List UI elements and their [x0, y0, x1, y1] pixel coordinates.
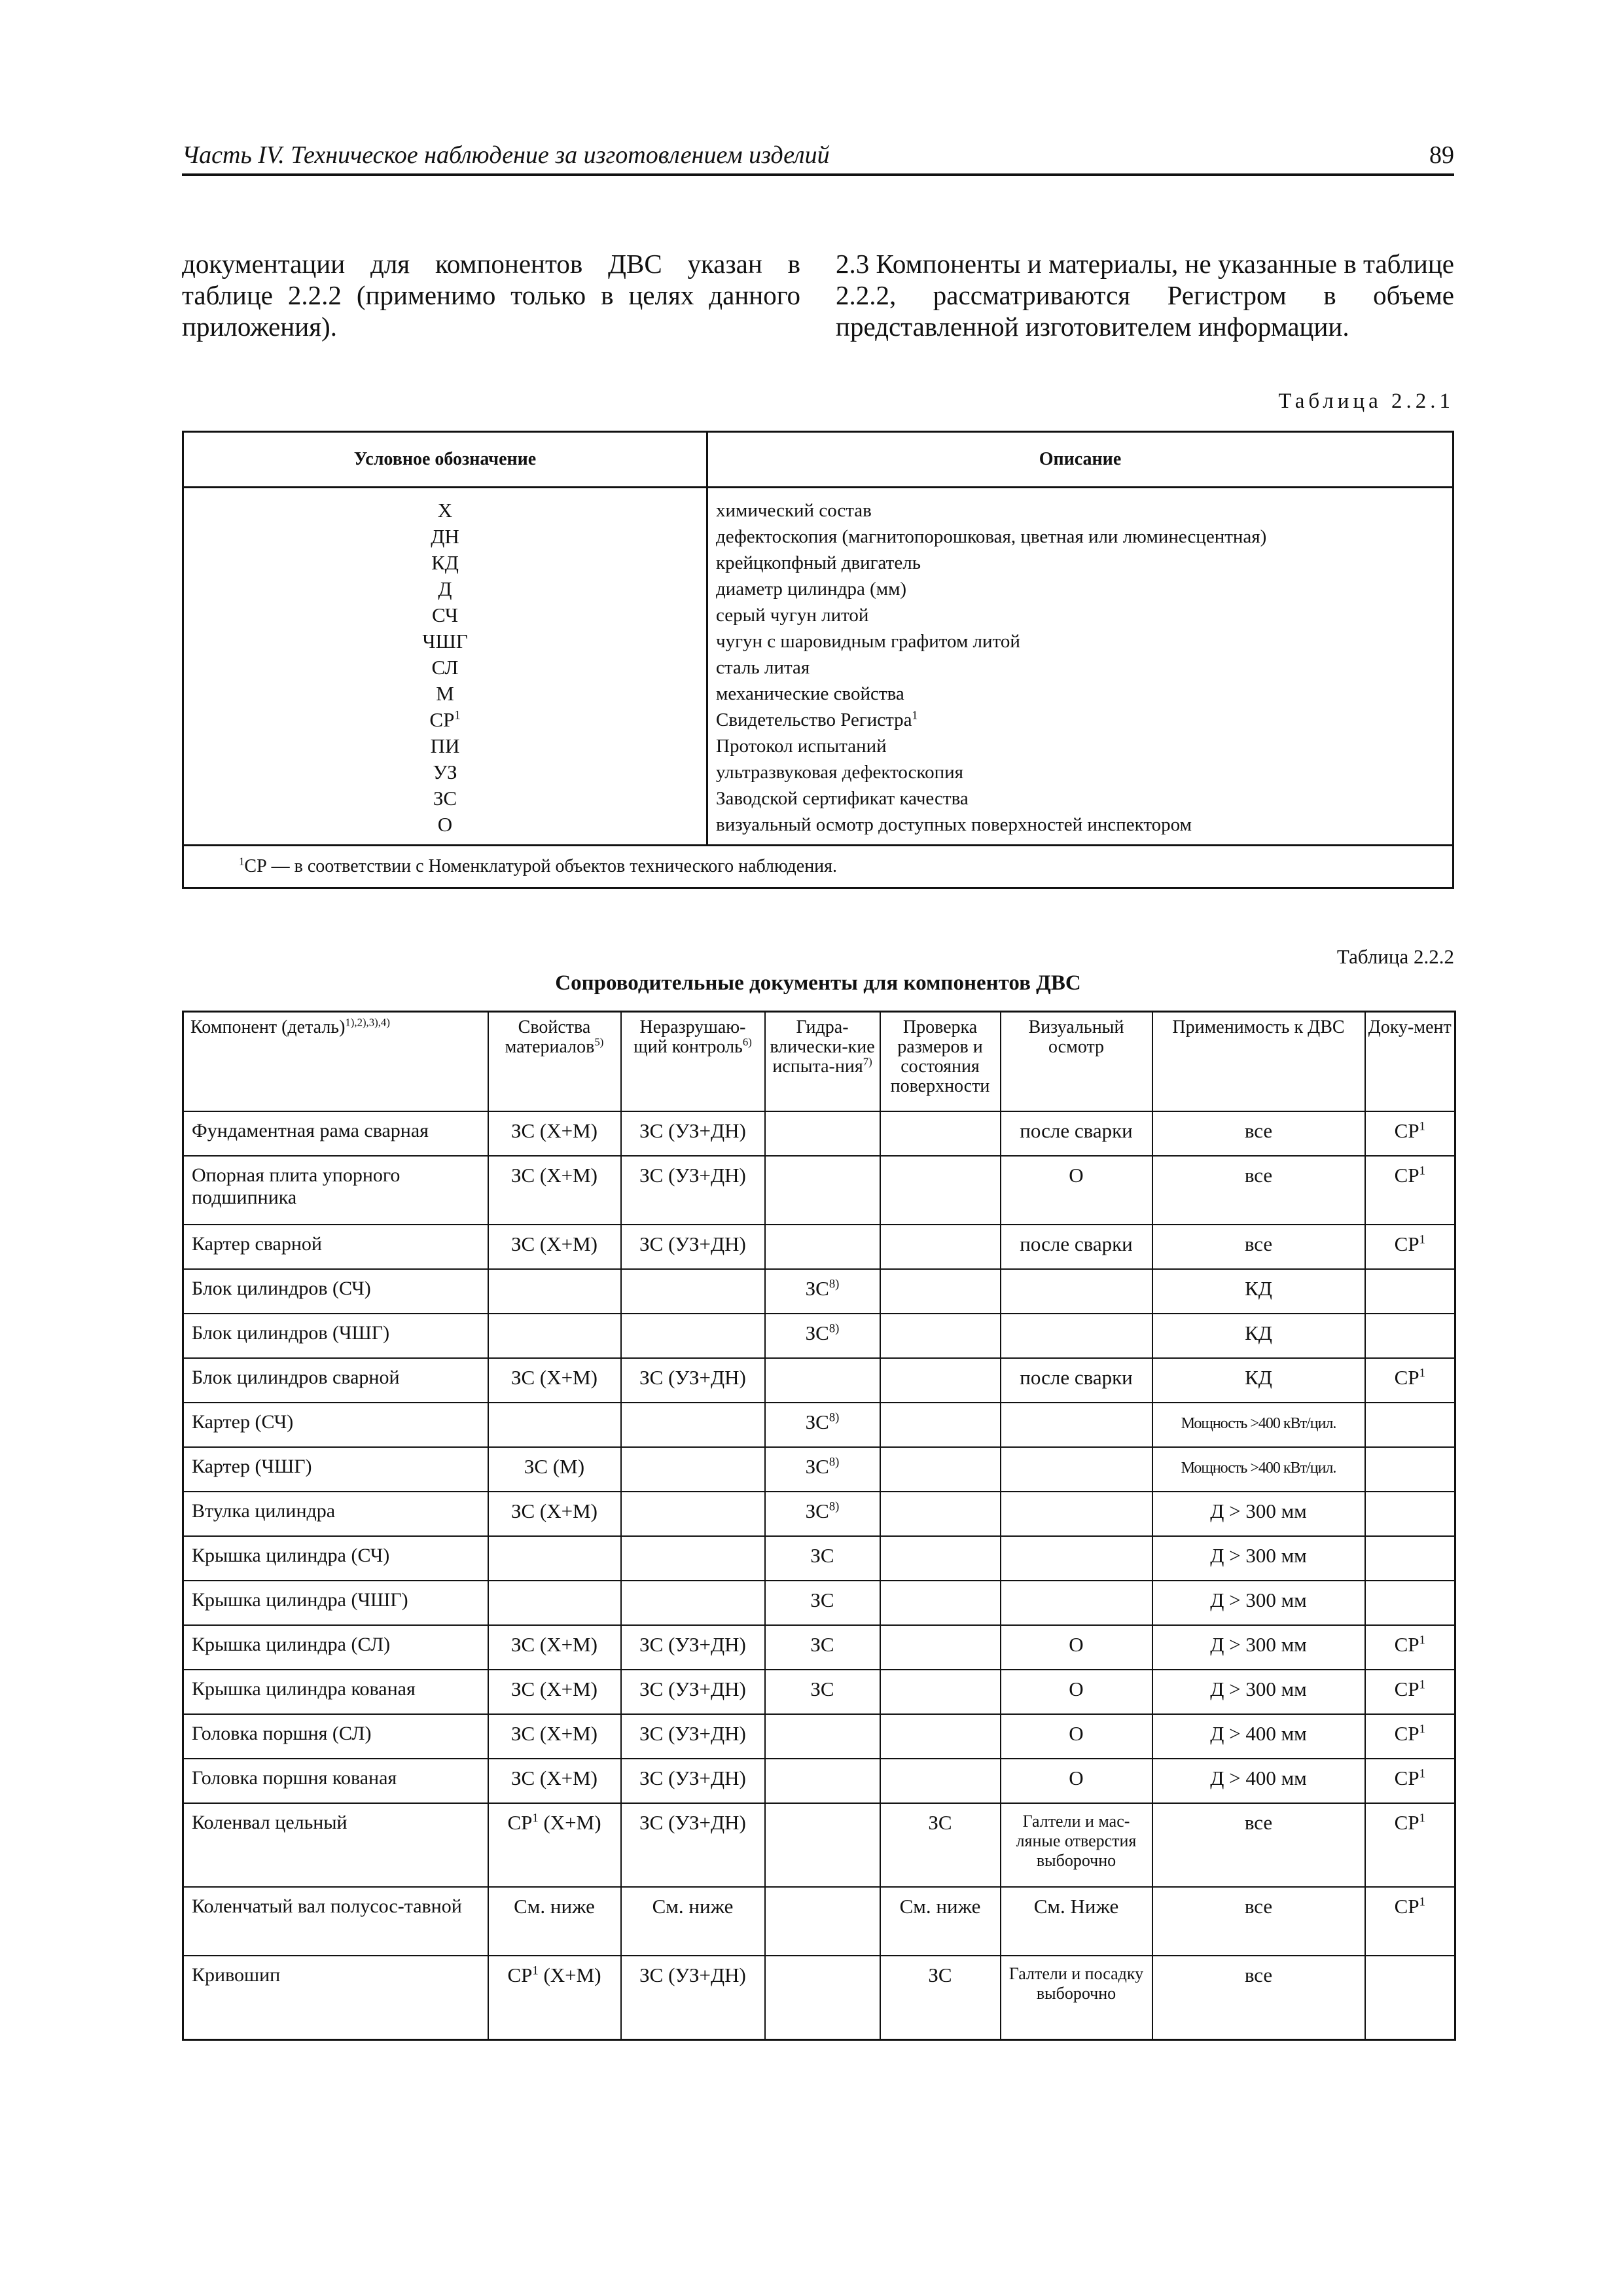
cell-visual: после сварки — [1001, 1358, 1152, 1403]
cell-ndt: См. ниже — [621, 1887, 765, 1956]
cell-hydro: ЗС — [765, 1625, 880, 1670]
cell-properties — [488, 1403, 621, 1447]
legend-description: механические свойства — [716, 683, 904, 704]
cell-dims — [880, 1492, 1001, 1536]
cell-ndt: ЗС (УЗ+ДН) — [621, 1358, 765, 1403]
cell-component: Картер (ЧШГ) — [183, 1447, 488, 1492]
cell-document: $СР^1$ — [1365, 1759, 1455, 1803]
intro-columns — [182, 248, 1454, 342]
cell-properties: ЗС (М) — [488, 1447, 621, 1492]
table-row — [183, 1581, 1455, 1625]
cell-hydro: ЗС — [765, 1536, 880, 1581]
cell-properties: ЗС (Х+М) — [488, 1156, 621, 1225]
cell-visual: О — [1001, 1156, 1152, 1225]
table-row — [183, 1269, 1455, 1314]
cell-document: $СР^1$ — [1365, 1670, 1455, 1714]
cell-hydro — [765, 1111, 880, 1156]
cell-dims — [880, 1581, 1001, 1625]
cell-applicability: КД — [1152, 1269, 1365, 1314]
legend-description: Протокол испытаний — [716, 736, 887, 757]
cell-visual — [1001, 1269, 1152, 1314]
cell-component: Головка поршня (СЛ) — [183, 1714, 488, 1759]
legend-table — [182, 431, 1454, 889]
cell-component: Крышка цилиндра (СЧ) — [183, 1536, 488, 1581]
cell-dims — [880, 1536, 1001, 1581]
legend-code: СЛ — [431, 656, 459, 679]
cell-document — [1365, 1492, 1455, 1536]
cell-hydro — [765, 1803, 880, 1887]
table-row — [183, 1759, 1455, 1803]
cell-visual: после сварки — [1001, 1225, 1152, 1269]
legend-code: ДН — [431, 525, 459, 548]
legend-code: $СР^1$ — [429, 708, 461, 731]
cell-document: $СР^1$ — [1365, 1887, 1455, 1956]
cell-visual: Галтели и мас-ляные отверстия выборочно — [1001, 1803, 1152, 1887]
cell-hydro — [765, 1759, 880, 1803]
cell-document — [1365, 1536, 1455, 1581]
cell-applicability: КД — [1152, 1314, 1365, 1358]
cell-component: Крышка цилиндра (СЛ) — [183, 1625, 488, 1670]
cell-visual — [1001, 1314, 1152, 1358]
cell-dims: ЗС — [880, 1956, 1001, 2039]
table-row — [183, 1447, 1455, 1492]
legend-description: крейцкопфный двигатель — [716, 552, 921, 573]
cell-dims — [880, 1225, 1001, 1269]
table-row — [183, 1956, 1455, 2039]
document-page — [182, 141, 1454, 2041]
cell-document: $СР^1$ — [1365, 1111, 1455, 1156]
cell-dims — [880, 1403, 1001, 1447]
legend-code: Д — [438, 577, 452, 600]
table-row — [183, 1314, 1455, 1358]
cell-applicability: Мощность >400 кВт/цил. — [1152, 1447, 1365, 1492]
legend-description: ультразвуковая дефектоскопия — [716, 762, 963, 783]
legend-description: Свидетельство Регистра$^1$ — [716, 708, 918, 730]
cell-ndt: ЗС (УЗ+ДН) — [621, 1156, 765, 1225]
table-row — [183, 1492, 1455, 1536]
cell-dims — [880, 1358, 1001, 1403]
cell-properties — [488, 1536, 621, 1581]
cell-document — [1365, 1314, 1455, 1358]
legend-descriptions-column — [707, 488, 1454, 846]
cell-properties — [488, 1581, 621, 1625]
cell-component: Блок цилиндров (ЧШГ) — [183, 1314, 488, 1358]
cell-ndt — [621, 1581, 765, 1625]
cell-properties: См. ниже — [488, 1887, 621, 1956]
cell-ndt — [621, 1403, 765, 1447]
running-header — [182, 141, 1454, 176]
cell-dims — [880, 1111, 1001, 1156]
cell-document: $СР^1$ — [1365, 1625, 1455, 1670]
cell-component: Блок цилиндров сварной — [183, 1358, 488, 1403]
table-row — [183, 1625, 1455, 1670]
cell-ndt: ЗС (УЗ+ДН) — [621, 1759, 765, 1803]
components-table-body — [183, 1111, 1455, 2039]
cell-visual: О — [1001, 1714, 1152, 1759]
table-row — [183, 1358, 1455, 1403]
footnote-mark: 1 — [239, 855, 245, 868]
cell-visual — [1001, 1536, 1152, 1581]
cell-visual: О — [1001, 1625, 1152, 1670]
cell-visual: после сварки — [1001, 1111, 1152, 1156]
cell-hydro — [765, 1956, 880, 2039]
cell-visual: См. Ниже — [1001, 1887, 1152, 1956]
cell-properties: ЗС (Х+М) — [488, 1625, 621, 1670]
cell-properties: $СР^1$ (Х+М) — [488, 1803, 621, 1887]
legend-code: ПИ — [430, 734, 460, 757]
cell-applicability: все — [1152, 1887, 1365, 1956]
cell-hydro — [765, 1358, 880, 1403]
legend-code: СЧ — [431, 603, 459, 626]
legend-footnote — [183, 846, 1454, 888]
cell-properties: ЗС (Х+М) — [488, 1111, 621, 1156]
table-row — [183, 1156, 1455, 1225]
cell-visual: О — [1001, 1759, 1152, 1803]
cell-component: Фундаментная рама сварная — [183, 1111, 488, 1156]
cell-ndt: ЗС (УЗ+ДН) — [621, 1625, 765, 1670]
cell-component: Крышка цилиндра кованая — [183, 1670, 488, 1714]
cell-ndt — [621, 1447, 765, 1492]
cell-document — [1365, 1269, 1455, 1314]
legend-header-code: Условное обозначение — [183, 432, 707, 488]
cell-applicability: Д > 300 мм — [1152, 1670, 1365, 1714]
legend-code: Х — [437, 499, 453, 522]
cell-hydro: ЗС — [765, 1670, 880, 1714]
cell-properties — [488, 1314, 621, 1358]
cell-document — [1365, 1447, 1455, 1492]
col-header-properties: Свойства материалов$^{5)}$ — [488, 1012, 621, 1112]
cell-visual: О — [1001, 1670, 1152, 1714]
cell-document — [1365, 1581, 1455, 1625]
table1-caption: Таблица 2.2.1 — [1278, 389, 1454, 413]
legend-description: сталь литая — [716, 657, 810, 678]
cell-ndt — [621, 1492, 765, 1536]
table2-title: Сопроводительные документы для компонентов ДВС — [555, 971, 1081, 995]
cell-applicability: Д > 300 мм — [1152, 1581, 1365, 1625]
legend-header-desc: Описание — [707, 432, 1454, 488]
cell-ndt — [621, 1269, 765, 1314]
cell-document — [1365, 1403, 1455, 1447]
cell-applicability: КД — [1152, 1358, 1365, 1403]
cell-ndt: ЗС (УЗ+ДН) — [621, 1670, 765, 1714]
cell-document: $СР^1$ — [1365, 1714, 1455, 1759]
cell-properties: $СР^1$ (Х+М) — [488, 1956, 621, 2039]
cell-applicability: все — [1152, 1111, 1365, 1156]
cell-component: Коленчатый вал полусос-тавной — [183, 1887, 488, 1956]
cell-applicability: Д > 300 мм — [1152, 1536, 1365, 1581]
cell-ndt: ЗС (УЗ+ДН) — [621, 1225, 765, 1269]
cell-component: Коленвал цельный — [183, 1803, 488, 1887]
cell-visual — [1001, 1447, 1152, 1492]
table-row — [183, 1803, 1455, 1887]
cell-dims — [880, 1447, 1001, 1492]
cell-properties: ЗС (Х+М) — [488, 1759, 621, 1803]
cell-applicability: все — [1152, 1156, 1365, 1225]
intro-left-paragraph: документации для компонентов ДВС указан в таблице 2.2.2 (применимо только в целях данного приложения). — [182, 249, 800, 342]
running-title: Часть IV. Техническое наблюдение за изготовлением изделий — [182, 141, 830, 169]
cell-applicability: все — [1152, 1956, 1365, 2039]
legend-code: ЧШГ — [422, 630, 468, 653]
cell-component: Крышка цилиндра (ЧШГ) — [183, 1581, 488, 1625]
legend-description: чугун с шаровидным графитом литой — [716, 631, 1020, 652]
cell-dims — [880, 1714, 1001, 1759]
legend-description: химический состав — [716, 500, 872, 521]
table-row — [183, 1887, 1455, 1956]
cell-dims — [880, 1314, 1001, 1358]
cell-document: $СР^1$ — [1365, 1225, 1455, 1269]
cell-dims — [880, 1670, 1001, 1714]
cell-component: Картер сварной — [183, 1225, 488, 1269]
cell-applicability: все — [1152, 1803, 1365, 1887]
col-header-document: Доку-мент — [1365, 1012, 1455, 1112]
cell-properties: ЗС (Х+М) — [488, 1225, 621, 1269]
legend-description: серый чугун литой — [716, 605, 869, 626]
cell-dims — [880, 1759, 1001, 1803]
table-row — [183, 1111, 1455, 1156]
cell-applicability: все — [1152, 1225, 1365, 1269]
cell-ndt: ЗС (УЗ+ДН) — [621, 1956, 765, 2039]
cell-visual: Галтели и посадку выборочно — [1001, 1956, 1152, 2039]
cell-properties — [488, 1269, 621, 1314]
cell-applicability: Д > 300 мм — [1152, 1492, 1365, 1536]
cell-hydro — [765, 1225, 880, 1269]
cell-dims — [880, 1625, 1001, 1670]
cell-ndt: ЗС (УЗ+ДН) — [621, 1803, 765, 1887]
cell-ndt — [621, 1314, 765, 1358]
cell-dims — [880, 1269, 1001, 1314]
cell-hydro: ЗС — [765, 1581, 880, 1625]
cell-hydro — [765, 1156, 880, 1225]
page-number: 89 — [1429, 141, 1454, 169]
cell-applicability: Д > 400 мм — [1152, 1759, 1365, 1803]
legend-description: дефектоскопия (магнитопорошковая, цветная или люминесцентная) — [716, 526, 1267, 547]
cell-component: Блок цилиндров (СЧ) — [183, 1269, 488, 1314]
cell-component: Кривошип — [183, 1956, 488, 2039]
legend-code: О — [437, 813, 453, 836]
legend-code: КД — [431, 551, 459, 574]
intro-right-paragraph: 2.3 Компоненты и материалы, не указанные в таблице 2.2.2, рассматриваются Регистром в объеме представленной изготовителем информации. — [836, 249, 1454, 342]
cell-dims: ЗС — [880, 1803, 1001, 1887]
cell-applicability: Д > 300 мм — [1152, 1625, 1365, 1670]
cell-component: Втулка цилиндра — [183, 1492, 488, 1536]
components-table — [182, 1011, 1456, 2041]
cell-document: $СР^1$ — [1365, 1358, 1455, 1403]
legend-description: Заводской сертификат качества — [716, 788, 969, 809]
cell-dims: См. ниже — [880, 1887, 1001, 1956]
cell-visual — [1001, 1581, 1152, 1625]
table-row — [183, 1670, 1455, 1714]
cell-document: $СР^1$ — [1365, 1803, 1455, 1887]
table2-caption: Таблица 2.2.2 — [1336, 945, 1454, 968]
cell-hydro: ЗС$^{8)}$ — [765, 1403, 880, 1447]
legend-code: ЗС — [433, 787, 457, 810]
legend-code: УЗ — [433, 761, 457, 783]
cell-hydro: ЗС$^{8)}$ — [765, 1269, 880, 1314]
cell-hydro — [765, 1714, 880, 1759]
col-header-ndt: Неразрушаю-щий контроль$^{6)}$ — [621, 1012, 765, 1112]
cell-visual — [1001, 1403, 1152, 1447]
cell-applicability: Д > 400 мм — [1152, 1714, 1365, 1759]
col-header-hydro: Гидра-влически-кие испыта-ния$^{7)}$ — [765, 1012, 880, 1112]
table-row — [183, 1536, 1455, 1581]
cell-document — [1365, 1956, 1455, 2039]
cell-ndt — [621, 1536, 765, 1581]
cell-document: $СР^1$ — [1365, 1156, 1455, 1225]
table-row — [183, 1225, 1455, 1269]
cell-properties: ЗС (Х+М) — [488, 1492, 621, 1536]
footnote-text: СР — в соответствии с Номенклатурой объектов технического наблюдения. — [244, 856, 838, 876]
cell-hydro: ЗС$^{8)}$ — [765, 1314, 880, 1358]
col-header-component: Компонент (деталь)$^{1),2),3),4)}$ — [183, 1012, 488, 1112]
legend-description: визуальный осмотр доступных поверхностей инспектором — [716, 814, 1192, 835]
table2-heading — [182, 945, 1454, 997]
table-row — [183, 1714, 1455, 1759]
cell-visual — [1001, 1492, 1152, 1536]
cell-component: Головка поршня кованая — [183, 1759, 488, 1803]
legend-code: М — [436, 682, 454, 705]
cell-component: Картер (СЧ) — [183, 1403, 488, 1447]
cell-ndt: ЗС (УЗ+ДН) — [621, 1111, 765, 1156]
cell-dims — [880, 1156, 1001, 1225]
col-header-dims: Проверка размеров и состояния поверхности — [880, 1012, 1001, 1112]
cell-applicability: Мощность >400 кВт/цил. — [1152, 1403, 1365, 1447]
col-header-applicability: Применимость к ДВС — [1152, 1012, 1365, 1112]
cell-component: Опорная плита упорного подшипника — [183, 1156, 488, 1225]
cell-properties: ЗС (Х+М) — [488, 1670, 621, 1714]
cell-properties: ЗС (Х+М) — [488, 1714, 621, 1759]
cell-hydro: ЗС$^{8)}$ — [765, 1447, 880, 1492]
legend-codes-column — [183, 488, 707, 846]
cell-properties: ЗС (Х+М) — [488, 1358, 621, 1403]
cell-ndt: ЗС (УЗ+ДН) — [621, 1714, 765, 1759]
cell-hydro — [765, 1887, 880, 1956]
legend-description: диаметр цилиндра (мм) — [716, 579, 907, 600]
table-row — [183, 1403, 1455, 1447]
cell-hydro: ЗС$^{8)}$ — [765, 1492, 880, 1536]
col-header-visual: Визуальный осмотр — [1001, 1012, 1152, 1112]
